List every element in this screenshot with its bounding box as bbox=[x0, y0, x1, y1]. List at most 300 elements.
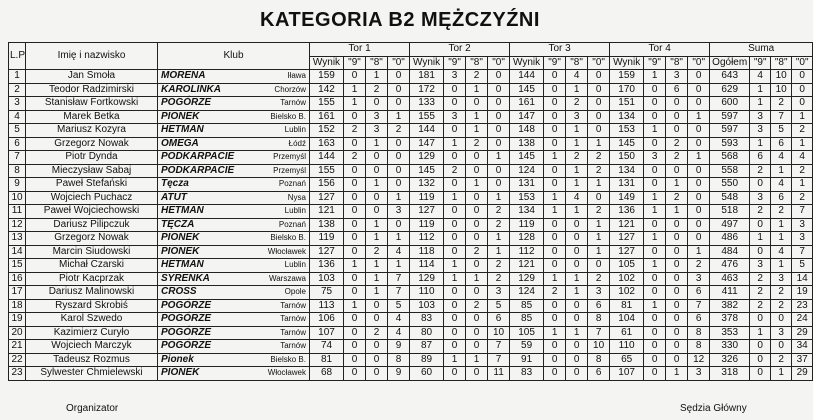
tor4-score-header: Wynik bbox=[610, 56, 644, 70]
t2-nines-cell: 0 bbox=[444, 286, 466, 300]
t2-eights-cell: 0 bbox=[466, 326, 488, 340]
sum-zeros-cell: 1 bbox=[792, 110, 813, 124]
t3-eights-cell: 1 bbox=[566, 124, 588, 138]
t3-eights-cell: 1 bbox=[566, 205, 588, 219]
t3-score-cell: 128 bbox=[510, 232, 544, 246]
table-row bbox=[9, 110, 813, 124]
t2-nines-cell: 0 bbox=[444, 299, 466, 313]
t3-score-cell: 121 bbox=[510, 259, 544, 273]
t3-nines-cell: 0 bbox=[544, 353, 566, 367]
t4-eights-cell: 0 bbox=[666, 218, 688, 232]
t1-score-cell: 113 bbox=[310, 299, 344, 313]
place-cell: 5 bbox=[9, 124, 26, 138]
t1-zeros-cell: 5 bbox=[388, 299, 410, 313]
player-name-cell: Mieczysław Sabaj bbox=[26, 164, 158, 178]
t1-zeros-cell: 9 bbox=[388, 340, 410, 354]
t2-score-cell: 103 bbox=[410, 299, 444, 313]
t3-eights-cell: 1 bbox=[566, 164, 588, 178]
t4-nines-cell: 0 bbox=[644, 340, 666, 354]
club-name: HETMAN bbox=[161, 259, 204, 271]
t2-score-cell: 80 bbox=[410, 326, 444, 340]
t3-zeros-cell: 2 bbox=[588, 151, 610, 165]
place-cell: 2 bbox=[9, 83, 26, 97]
t4-eights-cell: 1 bbox=[666, 178, 688, 192]
t1-nines-cell: 0 bbox=[344, 178, 366, 192]
t1-score-cell: 103 bbox=[310, 272, 344, 286]
t2-zeros-cell: 2 bbox=[488, 259, 510, 273]
t3-zeros-cell: 6 bbox=[588, 299, 610, 313]
t3-eights-cell: 1 bbox=[566, 178, 588, 192]
club-name: POGÓRZE bbox=[161, 299, 212, 311]
table-row bbox=[9, 70, 813, 84]
sum-score-cell: 597 bbox=[710, 110, 750, 124]
table-row bbox=[9, 367, 813, 381]
sum-score-cell: 600 bbox=[710, 97, 750, 111]
tor4-zeros-header: "0" bbox=[688, 56, 710, 70]
t4-nines-cell: 0 bbox=[644, 110, 666, 124]
sum-zeros-cell: 0 bbox=[792, 83, 813, 97]
sum-zeros-cell: 23 bbox=[792, 299, 813, 313]
t4-eights-cell: 0 bbox=[666, 232, 688, 246]
t4-zeros-cell: 7 bbox=[688, 299, 710, 313]
sum-zeros-cell: 34 bbox=[792, 340, 813, 354]
club-name: KAROLINKA bbox=[161, 83, 221, 95]
t3-score-cell: 124 bbox=[510, 164, 544, 178]
t4-score-cell: 107 bbox=[610, 367, 644, 381]
t2-zeros-cell: 7 bbox=[488, 340, 510, 354]
t3-zeros-cell: 0 bbox=[588, 110, 610, 124]
t2-score-cell: 147 bbox=[410, 137, 444, 151]
t2-eights-cell: 1 bbox=[466, 83, 488, 97]
t4-score-cell: 131 bbox=[610, 178, 644, 192]
t3-eights-cell: 0 bbox=[566, 245, 588, 259]
t2-nines-cell: 1 bbox=[444, 191, 466, 205]
t3-score-cell: 112 bbox=[510, 245, 544, 259]
t3-score-cell: 161 bbox=[510, 97, 544, 111]
t1-nines-cell: 0 bbox=[344, 218, 366, 232]
sum-eights-cell: 1 bbox=[771, 164, 792, 178]
sum-score-cell: 353 bbox=[710, 326, 750, 340]
t1-nines-cell: 0 bbox=[344, 70, 366, 84]
table-row bbox=[9, 326, 813, 340]
t4-score-cell: 81 bbox=[610, 299, 644, 313]
sum-eights-cell: 2 bbox=[771, 353, 792, 367]
t1-score-cell: 68 bbox=[310, 367, 344, 381]
sum-nines-cell: 1 bbox=[750, 232, 771, 246]
place-cell: 16 bbox=[9, 272, 26, 286]
t2-nines-cell: 1 bbox=[444, 137, 466, 151]
player-name-cell: Wojciech Puchacz bbox=[26, 191, 158, 205]
club-city: Opole bbox=[284, 287, 306, 297]
table-row bbox=[9, 191, 813, 205]
t3-score-cell: 153 bbox=[510, 191, 544, 205]
t2-zeros-cell: 2 bbox=[488, 218, 510, 232]
t1-nines-cell: 1 bbox=[344, 259, 366, 273]
player-name-cell: Jan Smoła bbox=[26, 70, 158, 84]
header-tor1: Tor 1 bbox=[310, 43, 410, 57]
tor2-zeros-header: "0" bbox=[488, 56, 510, 70]
t1-score-cell: 159 bbox=[310, 70, 344, 84]
t3-nines-cell: 0 bbox=[544, 164, 566, 178]
t4-eights-cell: 3 bbox=[666, 70, 688, 84]
player-name-cell: Grzegorz Nowak bbox=[26, 232, 158, 246]
club-name: HETMAN bbox=[161, 205, 204, 217]
t3-score-cell: 124 bbox=[510, 286, 544, 300]
t4-score-cell: 104 bbox=[610, 313, 644, 327]
t4-score-cell: 159 bbox=[610, 70, 644, 84]
club-name: ATUT bbox=[161, 191, 187, 203]
t4-eights-cell: 0 bbox=[666, 299, 688, 313]
t1-eights-cell: 2 bbox=[366, 83, 388, 97]
t3-score-cell: 147 bbox=[510, 110, 544, 124]
sum-zeros-cell: 0 bbox=[792, 70, 813, 84]
sum-eights-cell: 1 bbox=[771, 367, 792, 381]
t1-eights-cell: 0 bbox=[366, 191, 388, 205]
sum-zeros-cell: 0 bbox=[792, 97, 813, 111]
table-row bbox=[9, 83, 813, 97]
t2-eights-cell: 1 bbox=[466, 110, 488, 124]
t3-score-cell: 85 bbox=[510, 299, 544, 313]
sum-zeros-cell: 1 bbox=[792, 137, 813, 151]
t2-zeros-cell: 10 bbox=[488, 326, 510, 340]
t1-score-cell: 106 bbox=[310, 313, 344, 327]
sum-eights-cell: 3 bbox=[771, 272, 792, 286]
t1-nines-cell: 0 bbox=[344, 205, 366, 219]
sum-nines-cell: 0 bbox=[750, 367, 771, 381]
sum-zeros-cell: 2 bbox=[792, 191, 813, 205]
t4-nines-cell: 1 bbox=[644, 70, 666, 84]
sum-nines-cell: 0 bbox=[750, 245, 771, 259]
club-cell bbox=[158, 232, 310, 246]
t1-zeros-cell: 7 bbox=[388, 286, 410, 300]
t3-eights-cell: 4 bbox=[566, 70, 588, 84]
t4-zeros-cell: 12 bbox=[688, 353, 710, 367]
club-cell bbox=[158, 340, 310, 354]
t2-score-cell: 181 bbox=[410, 70, 444, 84]
t2-zeros-cell: 0 bbox=[488, 178, 510, 192]
t1-zeros-cell: 4 bbox=[388, 245, 410, 259]
sum-nines-cell: 1 bbox=[750, 83, 771, 97]
suma-eights-header: "8" bbox=[771, 56, 792, 70]
sum-nines-cell: 2 bbox=[750, 286, 771, 300]
suma-score-header: Ogółem bbox=[710, 56, 750, 70]
header-club: Klub bbox=[158, 43, 310, 70]
sum-nines-cell: 4 bbox=[750, 70, 771, 84]
t3-zeros-cell: 0 bbox=[588, 97, 610, 111]
t4-zeros-cell: 0 bbox=[688, 205, 710, 219]
club-cell bbox=[158, 326, 310, 340]
t1-eights-cell: 2 bbox=[366, 326, 388, 340]
t3-eights-cell: 1 bbox=[566, 83, 588, 97]
t4-eights-cell: 1 bbox=[666, 367, 688, 381]
t1-nines-cell: 1 bbox=[344, 83, 366, 97]
t3-zeros-cell: 2 bbox=[588, 205, 610, 219]
t3-zeros-cell: 3 bbox=[588, 286, 610, 300]
sum-eights-cell: 4 bbox=[771, 245, 792, 259]
player-name-cell: Mariusz Kozyra bbox=[26, 124, 158, 138]
club-city: Poznań bbox=[278, 179, 306, 189]
t2-eights-cell: 0 bbox=[466, 191, 488, 205]
t2-eights-cell: 0 bbox=[466, 340, 488, 354]
club-name: POGÓRZE bbox=[161, 313, 212, 325]
t4-score-cell: 110 bbox=[610, 340, 644, 354]
t1-zeros-cell: 1 bbox=[388, 110, 410, 124]
t4-eights-cell: 0 bbox=[666, 124, 688, 138]
t3-nines-cell: 0 bbox=[544, 259, 566, 273]
t4-zeros-cell: 3 bbox=[688, 367, 710, 381]
t4-score-cell: 65 bbox=[610, 353, 644, 367]
club-cell bbox=[158, 313, 310, 327]
t1-zeros-cell: 2 bbox=[388, 124, 410, 138]
t1-zeros-cell: 1 bbox=[388, 191, 410, 205]
t4-zeros-cell: 8 bbox=[688, 340, 710, 354]
t2-zeros-cell: 0 bbox=[488, 124, 510, 138]
tor1-eights-header: "8" bbox=[366, 56, 388, 70]
club-name: POGÓRZE bbox=[161, 340, 212, 352]
t2-score-cell: 144 bbox=[410, 124, 444, 138]
t2-eights-cell: 0 bbox=[466, 151, 488, 165]
t1-nines-cell: 1 bbox=[344, 299, 366, 313]
t1-eights-cell: 0 bbox=[366, 299, 388, 313]
t3-score-cell: 145 bbox=[510, 151, 544, 165]
club-name: Pionek bbox=[161, 353, 194, 365]
t2-score-cell: 110 bbox=[410, 286, 444, 300]
place-cell: 14 bbox=[9, 245, 26, 259]
sum-score-cell: 497 bbox=[710, 218, 750, 232]
t4-nines-cell: 1 bbox=[644, 191, 666, 205]
t2-eights-cell: 2 bbox=[466, 245, 488, 259]
t3-nines-cell: 0 bbox=[544, 137, 566, 151]
t2-zeros-cell: 1 bbox=[488, 245, 510, 259]
sum-zeros-cell: 1 bbox=[792, 178, 813, 192]
t3-zeros-cell: 2 bbox=[588, 272, 610, 286]
club-city: Iława bbox=[287, 71, 306, 81]
player-name-cell: Kazimierz Curyło bbox=[26, 326, 158, 340]
t3-nines-cell: 0 bbox=[544, 97, 566, 111]
t4-nines-cell: 0 bbox=[644, 97, 666, 111]
t3-zeros-cell: 0 bbox=[588, 124, 610, 138]
t2-eights-cell: 1 bbox=[466, 353, 488, 367]
t2-score-cell: 118 bbox=[410, 245, 444, 259]
t1-zeros-cell: 0 bbox=[388, 178, 410, 192]
table-row bbox=[9, 299, 813, 313]
t4-zeros-cell: 0 bbox=[688, 164, 710, 178]
club-name: OMEGA bbox=[161, 137, 199, 149]
club-cell bbox=[158, 97, 310, 111]
chief-judge-label: Sędzia Główny bbox=[680, 403, 747, 414]
t2-score-cell: 132 bbox=[410, 178, 444, 192]
place-cell: 3 bbox=[9, 97, 26, 111]
tor4-nines-header: "9" bbox=[644, 56, 666, 70]
player-name-cell: Marek Betka bbox=[26, 110, 158, 124]
club-cell bbox=[158, 299, 310, 313]
t2-eights-cell: 0 bbox=[466, 259, 488, 273]
t1-score-cell: 75 bbox=[310, 286, 344, 300]
sum-nines-cell: 1 bbox=[750, 97, 771, 111]
club-city: Tarnów bbox=[280, 314, 306, 324]
t1-nines-cell: 0 bbox=[344, 164, 366, 178]
club-cell bbox=[158, 218, 310, 232]
sum-eights-cell: 3 bbox=[771, 326, 792, 340]
sum-eights-cell: 6 bbox=[771, 191, 792, 205]
t4-score-cell: 153 bbox=[610, 124, 644, 138]
club-name: Tęcza bbox=[161, 178, 189, 190]
place-cell: 1 bbox=[9, 70, 26, 84]
club-cell bbox=[158, 353, 310, 367]
t2-eights-cell: 0 bbox=[466, 286, 488, 300]
t1-zeros-cell: 1 bbox=[388, 259, 410, 273]
sum-eights-cell: 1 bbox=[771, 259, 792, 273]
t2-score-cell: 87 bbox=[410, 340, 444, 354]
t2-nines-cell: 0 bbox=[444, 232, 466, 246]
t4-zeros-cell: 1 bbox=[688, 245, 710, 259]
sum-zeros-cell: 5 bbox=[792, 259, 813, 273]
t2-zeros-cell: 5 bbox=[488, 299, 510, 313]
t4-zeros-cell: 0 bbox=[688, 83, 710, 97]
player-name-cell: Karol Szwedo bbox=[26, 313, 158, 327]
sum-score-cell: 550 bbox=[710, 178, 750, 192]
t2-nines-cell: 3 bbox=[444, 70, 466, 84]
t1-eights-cell: 1 bbox=[366, 178, 388, 192]
sum-nines-cell: 0 bbox=[750, 353, 771, 367]
sum-eights-cell: 10 bbox=[771, 70, 792, 84]
sum-nines-cell: 1 bbox=[750, 326, 771, 340]
club-name: POGÓRZE bbox=[161, 326, 212, 338]
t1-zeros-cell: 0 bbox=[388, 164, 410, 178]
t4-nines-cell: 0 bbox=[644, 313, 666, 327]
t2-eights-cell: 0 bbox=[466, 164, 488, 178]
t3-eights-cell: 0 bbox=[566, 232, 588, 246]
t2-eights-cell: 1 bbox=[466, 272, 488, 286]
player-name-cell: Paweł Wojciechowski bbox=[26, 205, 158, 219]
club-cell bbox=[158, 124, 310, 138]
t1-nines-cell: 0 bbox=[344, 272, 366, 286]
t1-eights-cell: 0 bbox=[366, 205, 388, 219]
t3-nines-cell: 0 bbox=[544, 340, 566, 354]
t4-nines-cell: 0 bbox=[644, 137, 666, 151]
t3-score-cell: 134 bbox=[510, 205, 544, 219]
t4-eights-cell: 0 bbox=[666, 313, 688, 327]
t3-zeros-cell: 1 bbox=[588, 245, 610, 259]
t4-eights-cell: 0 bbox=[666, 340, 688, 354]
t2-zeros-cell: 2 bbox=[488, 272, 510, 286]
t3-score-cell: 138 bbox=[510, 137, 544, 151]
t4-zeros-cell: 0 bbox=[688, 218, 710, 232]
t1-zeros-cell: 7 bbox=[388, 272, 410, 286]
t1-score-cell: 121 bbox=[310, 205, 344, 219]
t1-score-cell: 163 bbox=[310, 137, 344, 151]
sum-eights-cell: 0 bbox=[771, 313, 792, 327]
club-city: Lublin bbox=[284, 206, 306, 216]
t2-zeros-cell: 7 bbox=[488, 353, 510, 367]
t4-zeros-cell: 6 bbox=[688, 313, 710, 327]
sum-nines-cell: 3 bbox=[750, 191, 771, 205]
t1-score-cell: 144 bbox=[310, 151, 344, 165]
t2-score-cell: 89 bbox=[410, 353, 444, 367]
tor1-nines-header: "9" bbox=[344, 56, 366, 70]
sum-eights-cell: 1 bbox=[771, 232, 792, 246]
t4-nines-cell: 0 bbox=[644, 164, 666, 178]
place-cell: 11 bbox=[9, 205, 26, 219]
club-city: Tarnów bbox=[280, 300, 306, 310]
t1-zeros-cell: 9 bbox=[388, 367, 410, 381]
player-name-cell: Michał Czarski bbox=[26, 259, 158, 273]
t4-score-cell: 102 bbox=[610, 286, 644, 300]
t4-zeros-cell: 0 bbox=[688, 232, 710, 246]
t1-nines-cell: 2 bbox=[344, 124, 366, 138]
sum-zeros-cell: 29 bbox=[792, 326, 813, 340]
t2-score-cell: 133 bbox=[410, 97, 444, 111]
t2-nines-cell: 0 bbox=[444, 218, 466, 232]
t2-zeros-cell: 0 bbox=[488, 137, 510, 151]
t2-nines-cell: 0 bbox=[444, 83, 466, 97]
t4-nines-cell: 0 bbox=[644, 286, 666, 300]
t1-nines-cell: 0 bbox=[344, 232, 366, 246]
t2-nines-cell: 0 bbox=[444, 178, 466, 192]
t3-nines-cell: 1 bbox=[544, 272, 566, 286]
place-cell: 20 bbox=[9, 326, 26, 340]
t3-nines-cell: 0 bbox=[544, 218, 566, 232]
table-row bbox=[9, 245, 813, 259]
t4-zeros-cell: 2 bbox=[688, 259, 710, 273]
t2-eights-cell: 1 bbox=[466, 124, 488, 138]
club-cell bbox=[158, 178, 310, 192]
sum-score-cell: 330 bbox=[710, 340, 750, 354]
t3-zeros-cell: 8 bbox=[588, 313, 610, 327]
tor2-score-header: Wynik bbox=[410, 56, 444, 70]
sum-score-cell: 463 bbox=[710, 272, 750, 286]
t2-eights-cell: 1 bbox=[466, 178, 488, 192]
t3-nines-cell: 1 bbox=[544, 191, 566, 205]
t1-zeros-cell: 4 bbox=[388, 326, 410, 340]
table-row bbox=[9, 272, 813, 286]
club-cell bbox=[158, 191, 310, 205]
club-city: Bielsko B. bbox=[270, 354, 306, 364]
t4-score-cell: 151 bbox=[610, 97, 644, 111]
t4-nines-cell: 1 bbox=[644, 205, 666, 219]
t4-score-cell: 136 bbox=[610, 205, 644, 219]
club-city: Lublin bbox=[284, 260, 306, 270]
t3-score-cell: 131 bbox=[510, 178, 544, 192]
t2-zeros-cell: 0 bbox=[488, 70, 510, 84]
sum-zeros-cell: 3 bbox=[792, 218, 813, 232]
t4-score-cell: 102 bbox=[610, 272, 644, 286]
sum-zeros-cell: 24 bbox=[792, 313, 813, 327]
club-cell bbox=[158, 245, 310, 259]
t2-score-cell: 172 bbox=[410, 83, 444, 97]
t1-zeros-cell: 0 bbox=[388, 70, 410, 84]
sum-score-cell: 484 bbox=[710, 245, 750, 259]
t3-nines-cell: 2 bbox=[544, 286, 566, 300]
t4-nines-cell: 1 bbox=[644, 259, 666, 273]
tor2-eights-header: "8" bbox=[466, 56, 488, 70]
t3-eights-cell: 0 bbox=[566, 259, 588, 273]
t4-eights-cell: 6 bbox=[666, 83, 688, 97]
t3-zeros-cell: 6 bbox=[588, 367, 610, 381]
t4-nines-cell: 0 bbox=[644, 218, 666, 232]
club-cell bbox=[158, 272, 310, 286]
sum-score-cell: 643 bbox=[710, 70, 750, 84]
t1-score-cell: 107 bbox=[310, 326, 344, 340]
sum-zeros-cell: 2 bbox=[792, 124, 813, 138]
sum-zeros-cell: 14 bbox=[792, 272, 813, 286]
t1-zeros-cell: 0 bbox=[388, 218, 410, 232]
page-title: KATEGORIA B2 MĘŻCZYŹNI bbox=[260, 9, 540, 31]
t4-eights-cell: 2 bbox=[666, 137, 688, 151]
t1-eights-cell: 1 bbox=[366, 272, 388, 286]
sum-nines-cell: 2 bbox=[750, 164, 771, 178]
t3-nines-cell: 0 bbox=[544, 70, 566, 84]
